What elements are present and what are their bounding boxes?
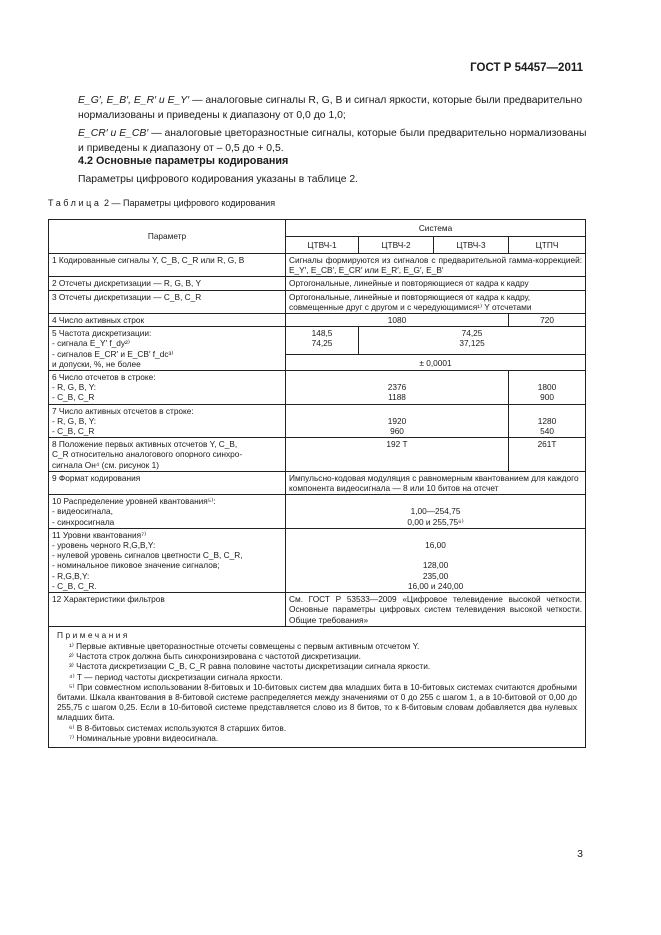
param-line: - видеосигнала, [52, 506, 113, 517]
param-line: 8 Положение первых активных отсчетов Y, C_B, [52, 439, 238, 450]
row-value: Импульсно-кодовая модуляция с равномерным квантованием для каждого компонента видеосигнала — 8 или 10 битов на отсчет [286, 471, 586, 494]
row-param: 2 Отсчеты дискретизации — R, G, B, Y [49, 277, 286, 290]
row-param [49, 438, 286, 472]
head-system: Система [286, 220, 586, 237]
param-line: - R, G, B, Y: [52, 415, 97, 426]
row-value [286, 371, 509, 405]
value-line: 16,00 [425, 540, 446, 551]
value-line: 1280 [537, 415, 557, 426]
head-sys-4: ЦТПЧ [509, 237, 586, 254]
value-line: 128,00 [422, 560, 449, 571]
value-line: 1188 [388, 392, 406, 403]
head-param: Параметр [49, 220, 286, 254]
value-line: 960 [390, 426, 404, 437]
param-line: 5 Частота дискретизации: [52, 328, 152, 339]
notes-title: Примечания [57, 629, 130, 640]
row-value: См. ГОСТ Р 53533—2009 «Цифровое телевидение высокой четкости. Основные параметры цифровых систем телевидения высокой четкости. Общие требования» [286, 593, 586, 627]
row-value [359, 327, 586, 355]
table-notes [49, 626, 586, 747]
table-caption [48, 198, 275, 208]
definition-text: — аналоговые сигналы R, G, B и сигнал яркости, которые были предварительно нормализованы и приведены к диапазону от 0,0 до 1,0; [78, 95, 583, 121]
param-line: - номинальное пиковое значение сигналов; [52, 560, 220, 571]
row-value [286, 404, 509, 438]
page-number: 3 [577, 848, 583, 860]
table-row [49, 438, 586, 472]
param-line: - R, G, B, Y: [52, 382, 97, 393]
note-item: ³⁾ Частота дискретизации C_B, C_R равна половине частоты дискретизации сигнала яркости. [69, 661, 431, 672]
head-sys-1: ЦТВЧ-1 [286, 237, 359, 254]
param-line: - уровень черного R,G,B,Y: [52, 540, 156, 551]
value-line: 1800 [537, 382, 557, 393]
table-row [49, 593, 586, 627]
param-line: - C_B, C_R [52, 392, 95, 403]
table-row [49, 471, 586, 494]
value-line: 900 [540, 392, 554, 403]
note-item: ⁶⁾ В 8-битовых системах используются 8 старших битов. [69, 722, 287, 733]
standard-header: ГОСТ Р 54457—2011 [470, 62, 583, 74]
row-param: 3 Отсчеты дискретизации — C_B, C_R [49, 290, 286, 313]
head-sys-3: ЦТВЧ-3 [434, 237, 509, 254]
param-line: сигнала Oн⁴ (см. рисунок 1) [52, 459, 159, 470]
table-caption-prefix: Таблица [48, 198, 102, 208]
value-line: 1920 [387, 415, 407, 426]
row-param: 1 Кодированные сигналы Y, C_B, C_R или R, G, B [49, 254, 286, 277]
row-value: 1080 [286, 314, 509, 327]
row-value [509, 371, 586, 405]
param-line: 10 Распределение уровней квантования⁵⁾: [52, 496, 216, 507]
row-param [49, 404, 286, 438]
table-row [49, 404, 586, 438]
param-line: - сигнала E_Y′ f_dy²⁾ [52, 338, 130, 349]
row-param: 12 Характеристики фильтров [49, 593, 286, 627]
parameters-table [48, 219, 586, 748]
row-value: ± 0,0001 [286, 355, 586, 371]
row-value: 261Т [509, 438, 586, 472]
value-line: 37,125 [459, 338, 485, 349]
param-line: и допуски, %, не более [52, 358, 141, 369]
row-value: Сигналы формируются из сигналов с предварительной гамма-коррекцией: E_Y′, E_CB′, E_CR′ или E_R′, E_G′, E_B′ [286, 254, 586, 277]
note-item: ⁴⁾ Т — период частоты дискретизации сигнала яркости. [69, 671, 283, 682]
section-intro: Параметры цифрового кодирования указаны в таблице 2. [78, 174, 359, 185]
value-line: 74,25 [461, 328, 483, 339]
definition-text: — аналоговые цветоразностные сигналы, которые были предварительно нормализованы и приведены к диапазону от – 0,5 до + 0,5. [78, 128, 587, 154]
row-value: Ортогональные, линейные и повторяющиеся от кадра к кадру [286, 277, 586, 290]
row-value: 720 [509, 314, 586, 327]
definition-term: E_G′, E_B′, E_R′ и E_Y′ [78, 95, 190, 106]
row-value [509, 404, 586, 438]
notes-row [49, 626, 586, 747]
value-line: 74,25 [311, 338, 333, 349]
table-row [49, 327, 586, 355]
row-value [286, 327, 359, 355]
value-line: 540 [540, 426, 554, 437]
param-line: - нулевой уровень сигналов цветности C_B, C_R, [52, 550, 243, 561]
param-line: - C_B, C_R. [52, 580, 97, 591]
value-line: 0,00 и 255,75⁶⁾ [407, 516, 464, 527]
row-param: 9 Формат кодирования [49, 471, 286, 494]
definition-term: E_CR′ и E_CB′ [78, 128, 149, 139]
param-line: 11 Уровни квантования⁷⁾ [52, 529, 147, 540]
row-param: 4 Число активных строк [49, 314, 286, 327]
value-line: 2376 [387, 382, 407, 393]
note-item: ²⁾ Частота строк должна быть синхронизирована с частотой дискретизации. [69, 651, 361, 662]
head-sys-2: ЦТВЧ-2 [359, 237, 434, 254]
param-line: C_R относительно аналогового опорного синхро- [52, 449, 243, 460]
param-line: 6 Число отсчетов в строке: [52, 372, 156, 383]
value-line: 148,5 [311, 328, 333, 339]
table-row [49, 495, 586, 529]
row-param [49, 327, 286, 371]
param-line: - сигналов E_CR′ и E_CB′ f_dc³⁾ [52, 348, 174, 359]
value-line: 16,00 и 240,00 [407, 580, 464, 591]
row-param [49, 528, 286, 592]
param-line: - C_B, C_R [52, 426, 95, 437]
value-line: 235,00 [422, 570, 449, 581]
row-param [49, 371, 286, 405]
table-caption-text: 2 — Параметры цифрового кодирования [104, 198, 276, 208]
note-item: ⁷⁾ Номинальные уровни видеосигнала. [69, 732, 219, 743]
definition-1 [78, 93, 588, 123]
row-value [286, 495, 586, 529]
table-row [49, 528, 586, 592]
param-line: 7 Число активных отсчетов в строке: [52, 405, 194, 416]
param-line: - синхросигнала [52, 516, 115, 527]
table-row [49, 371, 586, 405]
section-title: 4.2 Основные параметры кодирования [78, 155, 289, 167]
value-line: 1,00—254,75 [410, 506, 461, 517]
table-row [49, 314, 586, 327]
table-row [49, 277, 586, 290]
note-item: ⁵⁾ При совместном использовании 8-битовых и 10-битовых систем два младших бита в 10-битовых системах считаются дробными битами. Шкала квантования в 8-битовой системе распределяется между значениями от 0 до 255 с шагом 1, а в 10-битовой от 0,00 до 255,75 с шагом 0,25. Если в 10-битовой системе представляется слово из 8 битов, то к 8-битовым словам добавляется два нулевых младших бита. [57, 681, 578, 723]
note-item: ¹⁾ Первые активные цветоразностные отсчеты совмещены с первым активным отсчетом Y. [69, 640, 420, 651]
row-param [49, 495, 286, 529]
table-row [49, 290, 586, 313]
table-row [49, 254, 586, 277]
row-value: Ортогональные, линейные и повторяющиеся от кадра к кадру, совмещенные друг с другом и с чередующимися¹⁾ Y отсчетами [286, 290, 586, 313]
row-value [286, 528, 586, 592]
row-value: 192 Т [286, 438, 509, 472]
param-line: - R,G,B,Y: [52, 570, 90, 581]
definition-2 [78, 126, 588, 156]
